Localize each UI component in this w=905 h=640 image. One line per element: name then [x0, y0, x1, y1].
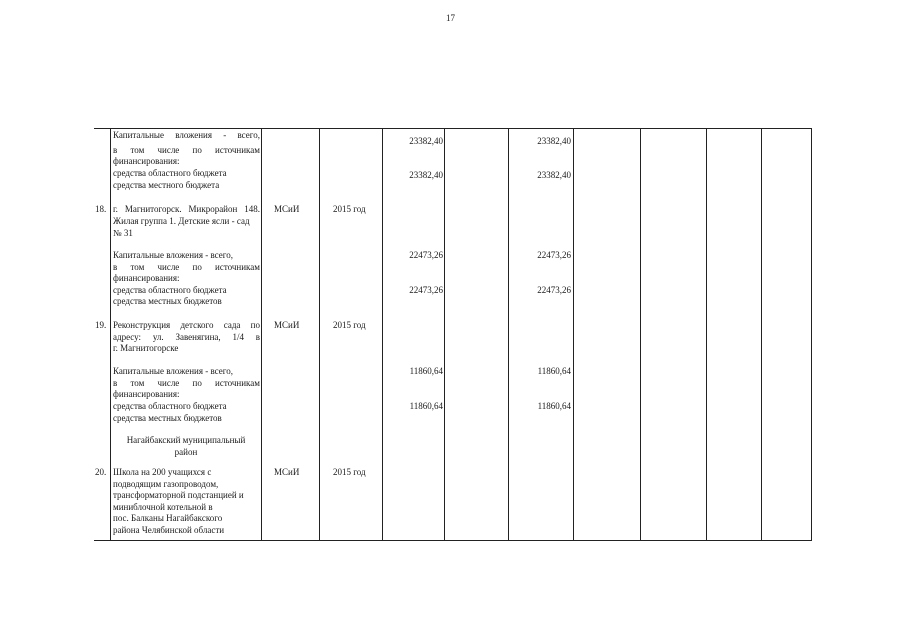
capital-financing-label: финансирования: — [113, 273, 180, 283]
col-divider — [110, 128, 111, 540]
object-title-line: Жилая группа 1. Детские ясли - сад — [113, 216, 250, 226]
capital-sources-label: в том числе по источникам — [113, 145, 260, 155]
col-divider — [573, 128, 574, 540]
col-divider — [382, 128, 383, 540]
organization-cell: МСиИ — [274, 320, 300, 330]
row-number: 19. — [95, 320, 107, 330]
object-title-line: подводящим газопроводом, — [113, 479, 219, 489]
table-bottom-border — [94, 540, 812, 541]
regional-value-2: 11860,64 — [537, 401, 571, 411]
capital-total-label: Капитальные вложения - всего, — [113, 366, 233, 376]
capital-financing-label: финансирования: — [113, 389, 180, 399]
local-budget-label: средства местного бюджета — [113, 180, 220, 190]
object-title-line: пос. Балканы Нагайбакского — [113, 513, 223, 523]
regional-value: 22473,26 — [409, 285, 443, 295]
capital-sources-label: в том числе по источникам — [113, 262, 260, 272]
regional-value: 11860,64 — [409, 401, 443, 411]
col-divider — [761, 128, 762, 540]
total-value: 23382,40 — [409, 136, 443, 146]
object-title-line: № 31 — [113, 228, 133, 238]
object-title-line: миниблочной котельной в — [113, 502, 213, 512]
object-title-line: Школа на 200 учащихся с — [113, 467, 212, 477]
col-divider — [319, 128, 320, 540]
capital-total-label: Капитальные вложения - всего, — [113, 250, 233, 260]
col-divider — [444, 128, 445, 540]
object-title-line: трансформаторной подстанцией и — [113, 490, 244, 500]
object-title-line: г. Магнитогорске — [113, 343, 179, 353]
total-value: 22473,26 — [409, 250, 443, 260]
regional-value-2: 22473,26 — [537, 285, 571, 295]
regional-budget-label: средства областного бюджета — [113, 285, 227, 295]
district-name: Нагайбакский муниципальный — [126, 435, 246, 445]
local-budget-label: средства местных бюджетов — [113, 296, 222, 306]
district-name-suffix: район — [174, 447, 198, 457]
year-cell: 2015 год — [333, 467, 366, 477]
regional-value-2: 23382,40 — [537, 170, 571, 180]
table-top-border — [94, 128, 812, 129]
row-number: 18. — [95, 204, 107, 214]
col-divider — [640, 128, 641, 540]
total-value-2: 11860,64 — [537, 366, 571, 376]
col-divider — [261, 128, 262, 540]
col-divider — [508, 128, 509, 540]
object-title-line: адресу: ул. Завенягина, 1/4 в — [113, 332, 260, 342]
organization-cell: МСиИ — [274, 204, 300, 214]
page-number: 17 — [446, 13, 455, 23]
total-value-2: 23382,40 — [537, 136, 571, 146]
year-cell: 2015 год — [333, 320, 366, 330]
row-number: 20. — [95, 467, 107, 477]
col-divider — [811, 128, 812, 540]
capital-sources-label: в том числе по источникам — [113, 378, 260, 388]
object-title-line: г. Магнитогорск. Микрорайон 148. — [113, 204, 260, 214]
regional-value: 23382,40 — [409, 170, 443, 180]
regional-budget-label: средства областного бюджета — [113, 168, 227, 178]
object-title-line: района Челябинской области — [113, 525, 225, 535]
capital-financing-label: финансирования: — [113, 156, 180, 166]
total-value-2: 22473,26 — [537, 250, 571, 260]
organization-cell: МСиИ — [274, 467, 300, 477]
capital-total-label: Капитальные вложения - всего, — [113, 130, 260, 140]
col-divider — [706, 128, 707, 540]
year-cell: 2015 год — [333, 204, 366, 214]
regional-budget-label: средства областного бюджета — [113, 401, 227, 411]
local-budget-label: средства местных бюджетов — [113, 413, 222, 423]
object-title-line: Реконструкция детского сада по — [113, 320, 260, 330]
total-value: 11860,64 — [409, 366, 443, 376]
